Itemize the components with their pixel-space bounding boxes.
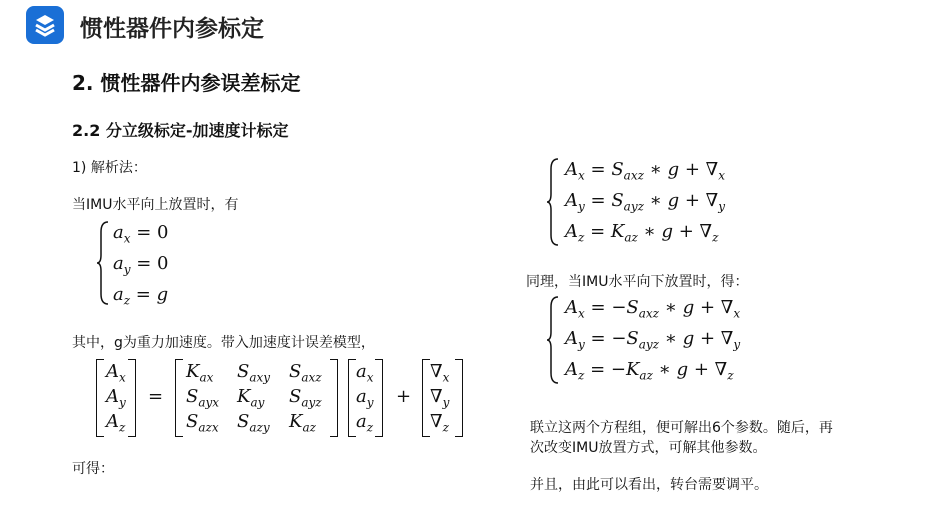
- page-title: 惯性器件内参标定: [80, 16, 264, 42]
- condition-text: 当IMU水平向上放置时，有: [72, 197, 239, 213]
- method-label: 1) 解析法：: [72, 160, 147, 176]
- s-logo-icon: [26, 6, 64, 44]
- subsection-heading: 2.2 分立级标定-加速度计标定: [72, 121, 289, 140]
- section-heading: 2. 惯性器件内参误差标定: [72, 71, 301, 95]
- model-text: 其中，g为重力加速度。带入加速度计误差模型，: [72, 335, 375, 351]
- header: [0, 0, 931, 48]
- note-line-3: 并且，由此可以看出，转台需要调平。: [530, 477, 768, 493]
- note-line-2: 次改变IMU放置方式，可解其他参数。: [530, 440, 767, 456]
- similarly-text: 同理，当IMU水平向下放置时，得：: [526, 274, 749, 290]
- result-label: 可得：: [72, 461, 114, 477]
- note-line-1: 联立这两个方程组，便可解出6个参数。随后，再: [530, 420, 833, 436]
